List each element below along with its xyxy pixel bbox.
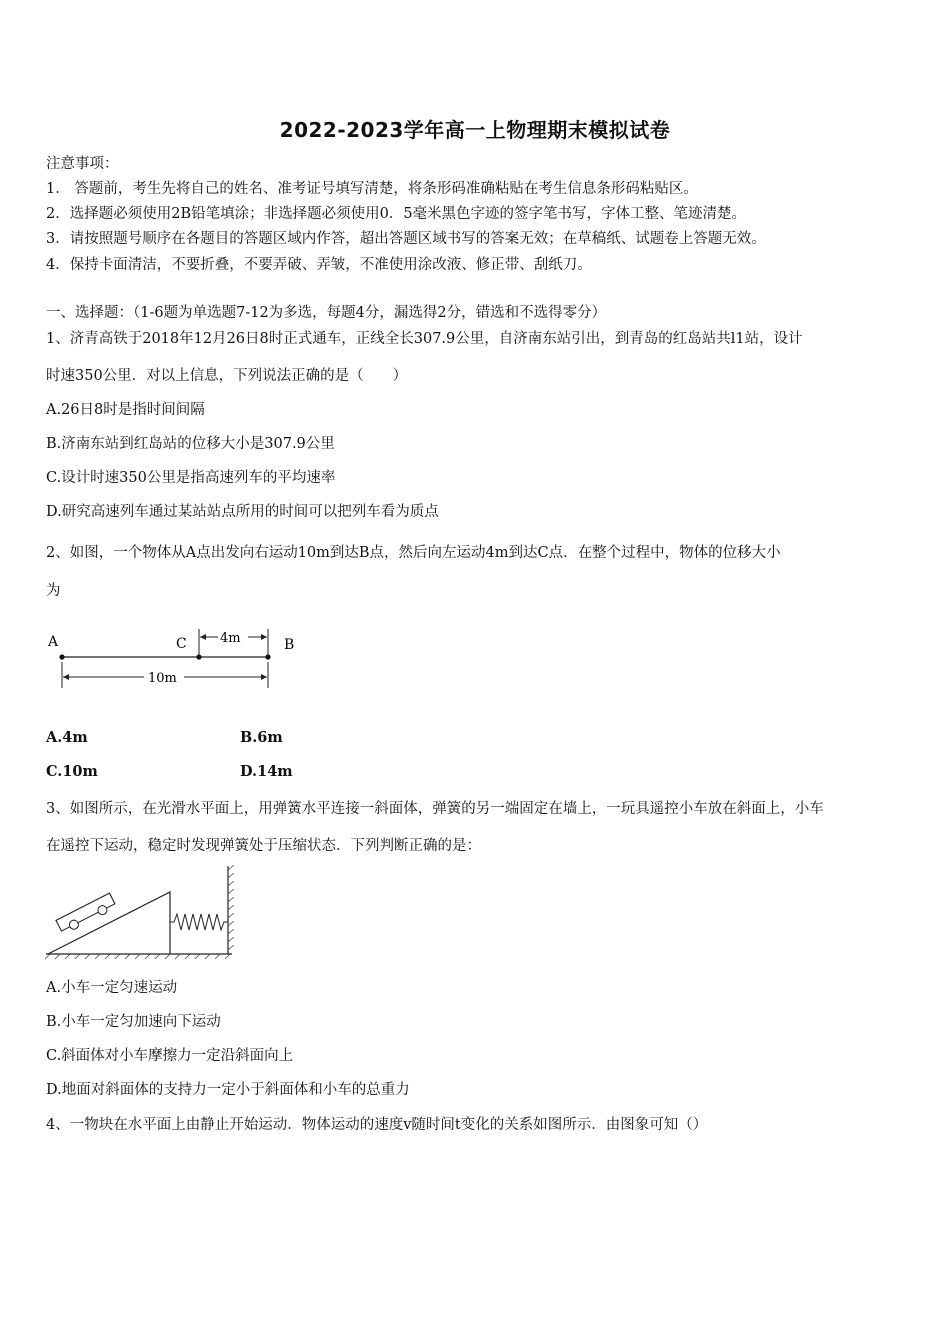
q3-option-b: B.小车一定匀加速向下运动 [46, 1014, 221, 1030]
q1-stem-line1: 1、济青高铁于2018年12月26日8时正式通车，正线全长307.9公里，自济南东站引出，到青岛的红岛站共l1站，设计 [46, 331, 803, 347]
ground-hatch [45, 954, 230, 959]
notice-item: 3．请按照题号顺序在各题目的答题区域内作答，超出答题区域书写的答案无效；在草稿纸、试题卷上答题无效。 [46, 231, 766, 247]
q3-option-d: D.地面对斜面体的支持力一定小于斜面体和小车的总重力 [46, 1082, 410, 1098]
spring [170, 914, 228, 930]
q1-option-b: B.济南东站到红岛站的位移大小是307.9公里 [46, 436, 335, 452]
q1-option-c: C.设计时速350公里是指高速列车的平均速率 [46, 470, 336, 486]
figure-label-10m: 10m [148, 671, 177, 686]
arrow-head-icon [200, 634, 206, 640]
section-heading: 一、选择题：（1-6题为单选题7-12为多选，每题4分，漏选得2分，错选和不选得零分） [46, 305, 607, 321]
point-c-dot [196, 654, 201, 659]
point-a-dot [59, 654, 64, 659]
q2-option-d: D.14m [240, 763, 293, 780]
q2-option-b: B.6m [240, 729, 283, 746]
figure-label-a: A [48, 634, 59, 650]
wall-hatch [228, 865, 234, 950]
arrow-head-icon [261, 674, 267, 680]
arrow-head-icon [261, 634, 267, 640]
q1-option-d: D.研究高速列车通过某站站点所用的时间可以把列车看为质点 [46, 504, 439, 520]
q2-displacement-figure [44, 622, 304, 694]
q3-stem-line2: 在遥控下运动，稳定时发现弹簧处于压缩状态．下列判断正确的是： [46, 838, 481, 854]
arrow-head-icon [63, 674, 69, 680]
notice-heading: 注意事项： [46, 156, 119, 172]
figure-label-c: C [176, 636, 187, 652]
q3-stem-line1: 3、如图所示，在光滑水平面上，用弹簧水平连接一斜面体，弹簧的另一端固定在墙上，一玩具遥控小车放在斜面上，小车 [46, 801, 824, 817]
figure-label-4m: 4m [220, 631, 241, 646]
q3-option-c: C.斜面体对小车摩擦力一定沿斜面向上 [46, 1048, 294, 1064]
q2-stem-line1: 2、如图，一个物体从A点出发向右运动10m到达B点，然后向左运动4m到达C点．在整个过程中，物体的位移大小 [46, 545, 781, 561]
notice-item: 4．保持卡面清洁，不要折叠，不要弄破、弄皱，不准使用涂改液、修正带、刮纸刀。 [46, 257, 592, 273]
q1-option-a: A.26日8时是指时间间隔 [46, 402, 205, 418]
q3-incline-spring-figure [44, 862, 244, 962]
page-title: 2022-2023学年高一上物理期末模拟试卷 [279, 118, 671, 142]
q4-stem: 4、一物块在水平面上由静止开始运动．物体运动的速度v随时间t变化的关系如图所示．由图象可知（） [46, 1117, 708, 1133]
figure-label-b: B [284, 637, 295, 653]
q3-option-a: A.小车一定匀速运动 [46, 980, 178, 996]
q2-stem-line2: 为 [46, 583, 61, 599]
point-b-dot [265, 654, 270, 659]
toy-car [56, 893, 117, 935]
notice-item: 1． 答题前，考生先将自己的姓名、准考证号填写清楚，将条形码准确粘贴在考生信息条形码粘贴区。 [46, 181, 698, 197]
q1-stem-line2: 时速350公里．对以上信息，下列说法正确的是（ ） [46, 368, 408, 384]
q2-option-c: C.10m [46, 763, 98, 780]
q2-option-a: A.4m [46, 729, 88, 746]
notice-item: 2．选择题必须使用2B铅笔填涂；非选择题必须使用0．5毫米黑色字迹的签字笔书写，字体工整、笔迹清楚。 [46, 206, 747, 222]
